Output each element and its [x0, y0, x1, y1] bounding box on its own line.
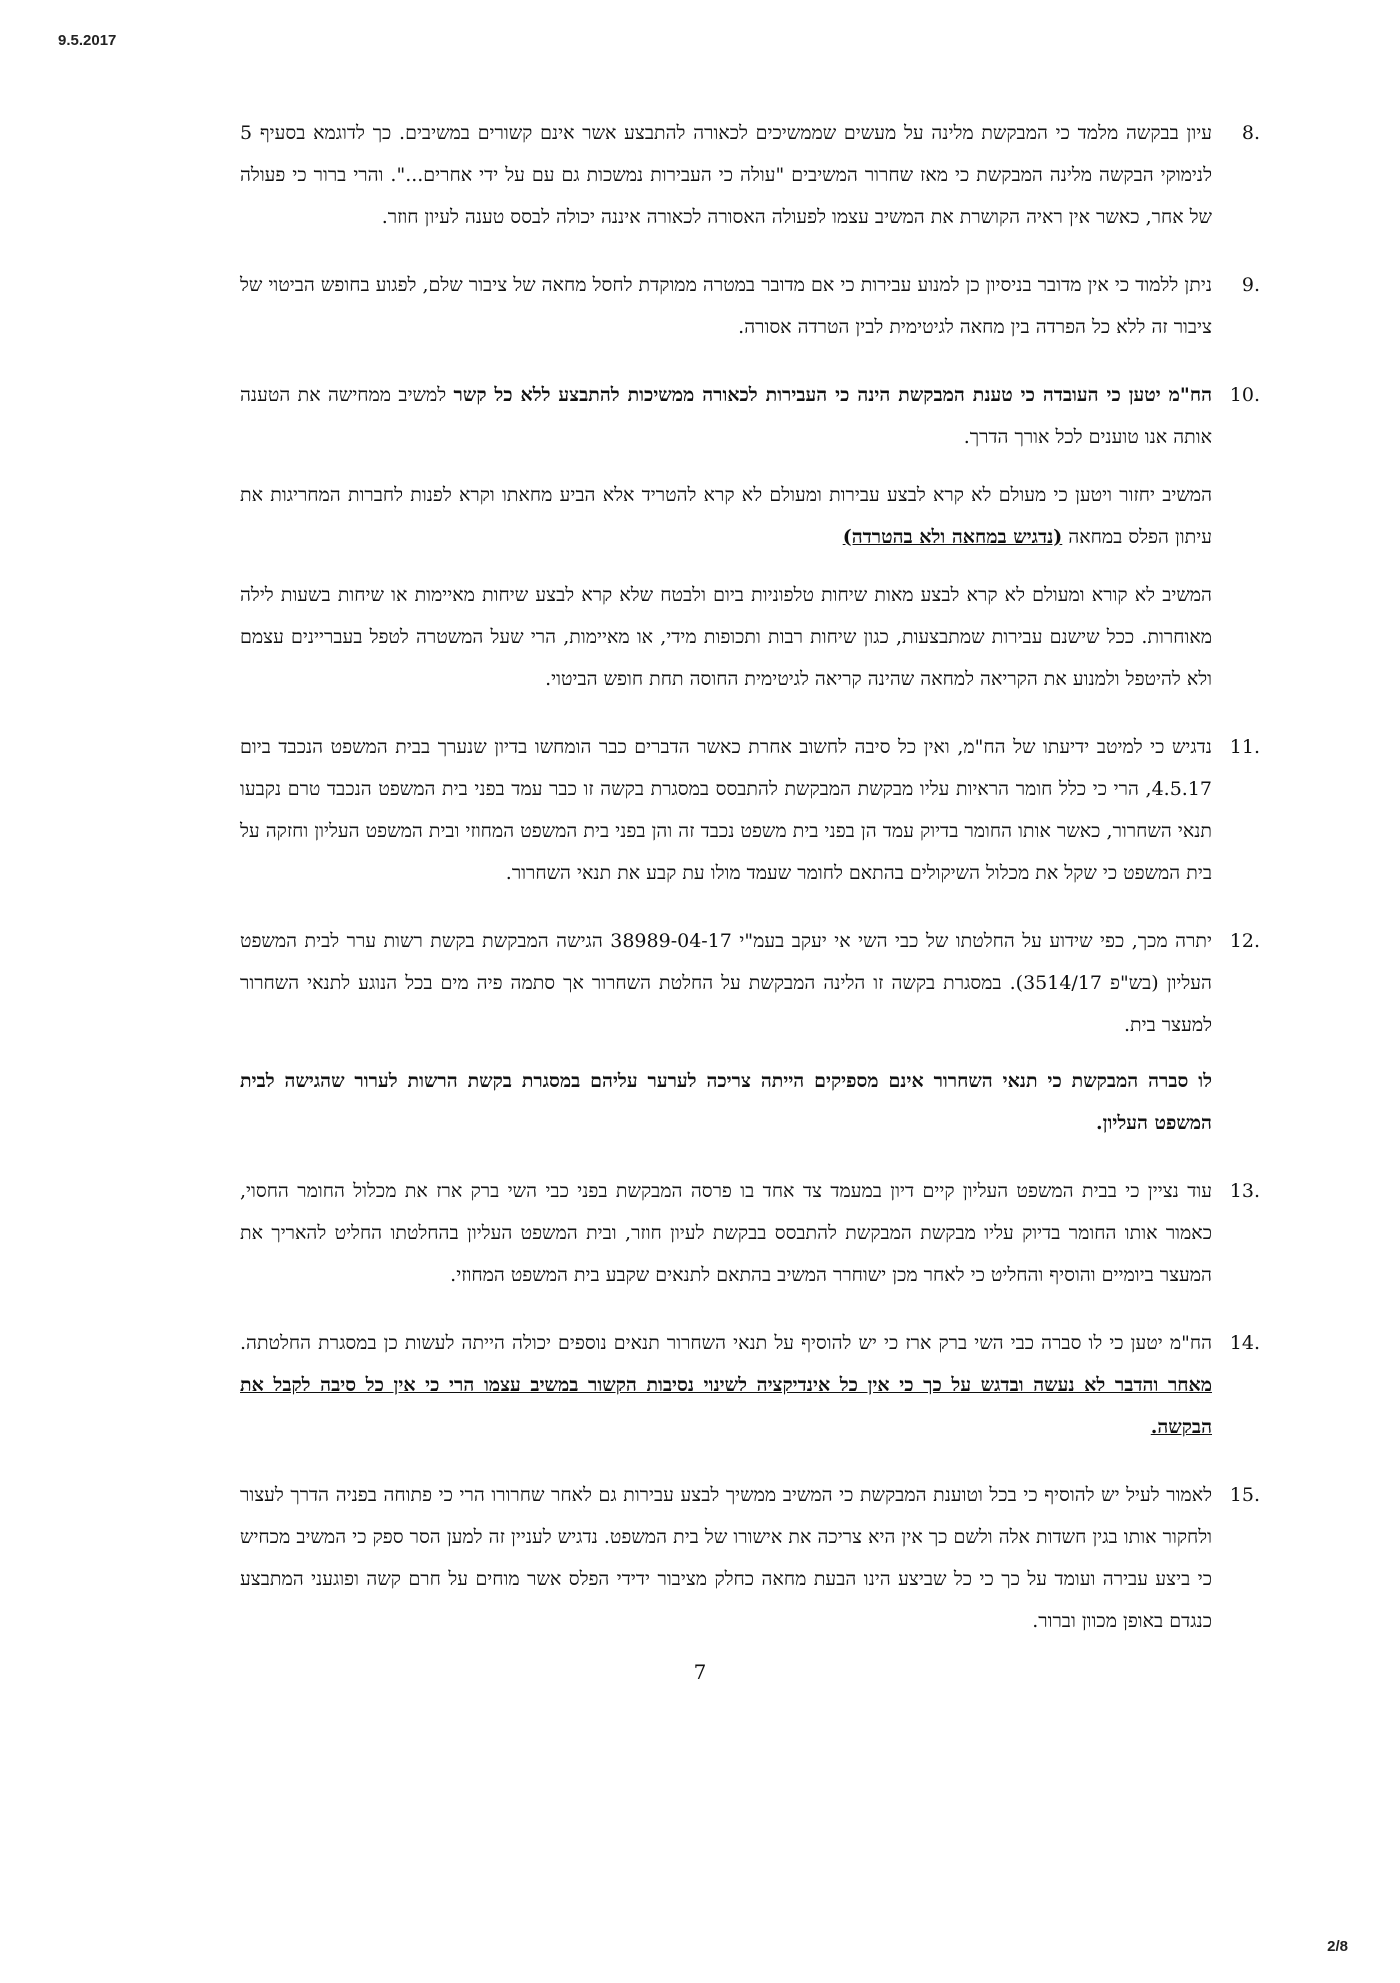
page-number: 7 [693, 1660, 707, 1684]
paragraph-text: לאמור לעיל יש להוסיף כי בכל וטוענת המבקשת כי המשיב ממשיך לבצע עבירות גם לאחר שחרורו הרי כי פתוחה בפניה הדרך לעצור ולחקור אותו בגין חשדות אלה ולשם כך אין היא צריכה את אישורו של בית המשפט. נדגיש לעניין זה למען הסר ספק כי המשיב מכחיש כי ביצע עבירה ועומד על כך כי כל שביצע הינו הבעת מחאה כחלק מציבור ידידי הפלס אשר מוחים על חרם קשה ופוגעני המתבצע כנגדם באופן מכוון וברור. [240, 1484, 1212, 1632]
paragraph-text: הח"מ יטען כי לו סברה כבי השי ברק ארז כי יש להוסיף על תנאי השחרור תנאים נוספים יכולה הייתה לעשות כן במסגרת החלטתה. [240, 1332, 1212, 1354]
paragraph-14 [240, 1322, 1260, 1448]
paragraph-text: עוד נציין כי בבית המשפט העליון קיים דיון במעמד צד אחד בו פרסה המבקשת בפני כבי השי ברק ארז את מכלול החומר החסוי, כאמור אותו החומר בדיוק עליו מבקשת המבקשת להתבסס בבקשת לעיון חוזר, ובית המשפט העליון בהחלטתו החליט להאריך את המעצר ביומיים והוסיף והחליט כי לאחר מכן ישוחרר המשיב בהתאם לתנאים שקבע בית המשפט המחוזי. [240, 1180, 1212, 1286]
paragraph-10 [240, 374, 1260, 458]
paragraph-number: 15. [1229, 1484, 1260, 1506]
paragraph-number: 12. [1229, 930, 1260, 952]
document-body [240, 112, 1260, 1668]
paragraph-number: 9. [1241, 274, 1260, 296]
paragraph-number: 8. [1241, 122, 1260, 144]
paragraph-text: המשיב לא קורא ומעולם לא קרא לבצע מאות שיחות טלפוניות ביום ולבטח שלא קרא לבצע שיחות מאיימות או שיחות בשעות לילה מאוחרות. ככל שישנם עבירות שמתבצעות, כגון שיחות רבות ותכופות מידי, או מאיימות, הרי שעל המשטרה לטפל בעבריינים עצמם ולא להיטפל ולמנוע את הקריאה למחאה שהינה קריאה לגיטימית החוסה תחת חופש הביטוי. [240, 584, 1212, 690]
paragraph-lead: הח"מ יטען כי העובדה כי טענת המבקשת הינה כי העבירות לכאורה ממשיכות להתבצע ללא כל קשר [453, 384, 1213, 406]
paragraph-emphasis: מאחר והדבר לא נעשה ובדגש על כך כי אין כל אינדיקציה לשינוי נסיבות הקשור במשיב עצמו הרי כי אין כל סיבה לקבל את הבקשה. [240, 1374, 1212, 1438]
paragraph-15 [240, 1474, 1260, 1642]
paragraph-12-emphasis [240, 1060, 1212, 1144]
paragraph-10-final [240, 574, 1212, 700]
paragraph-13 [240, 1170, 1260, 1296]
paragraph-number: 11. [1229, 736, 1260, 758]
page-counter: 2/8 [1327, 1938, 1348, 1955]
paragraph-text: נדגיש כי למיטב ידיעתו של הח"מ, ואין כל סיבה לחשוב אחרת כאשר הדברים כבר הומחשו בדיון שנערך בבית המשפט הנכבד ביום 4.5.17, הרי כי כלל חומר הראיות עליו מבקשת המבקשת להתבסס במסגרת בקשה זו כבר עמד בפני בית המשפט הנכבד טרם נקבעו תנאי השחרור, כאשר אותו החומר בדיוק עמד הן בפני בית משפט נכבד זה והן בפני בית המשפט המחוזי ובית המשפט העליון וחזקה על בית המשפט כי שקל את מכלול השיקולים בהתאם לחומר שעמד מולו עת קבע את תנאי השחרור. [240, 736, 1212, 884]
paragraph-text: יתרה מכך, כפי שידוע על החלטתו של כבי השי אי יעקב בעמ"י 38989-04-17 הגישה המבקשת בקשת רשות ערר לבית המשפט העליון (בש"פ 3514/17). במסגרת בקשה זו הלינה המבקשת על החלטת השחרור אך סתמה פיה מים בכל הנוגע לתנאי השחרור למעצר בית. [240, 930, 1212, 1036]
paragraph-text: ניתן ללמוד כי אין מדובר בניסיון כן למנוע עבירות כי אם מדובר במטרה ממוקדת לחסל מחאה של ציבור שלם, לפגוע בחופש הביטוי של ציבור זה ללא כל הפרדה בין מחאה לגיטימית לבין הטרדה אסורה. [240, 274, 1212, 338]
paragraph-10-continued [240, 474, 1212, 558]
paragraph-number: 10. [1229, 384, 1260, 406]
paragraph-8 [240, 112, 1260, 238]
paragraph-text: עיון בבקשה מלמד כי המבקשת מלינה על מעשים שממשיכים לכאורה להתבצע אשר אינם קשורים במשיבים. כך לדוגמא בסעיף 5 לנימוקי הבקשה מלינה המבקשת כי מאז שחרור המשיבים "עולה כי העבירות נמשכות גם עם על ידי אחרים...". והרי ברור כי פעולה של אחר, כאשר אין ראיה הקושרת את המשיב עצמו לפעולה האסורה לכאורה איננה יכולה לבסס טענה לעיון חוזר. [240, 122, 1212, 228]
paragraph-12 [240, 920, 1260, 1046]
print-date: 9.5.2017 [58, 32, 117, 49]
paragraph-number: 13. [1229, 1180, 1260, 1202]
paragraph-11 [240, 726, 1260, 894]
paragraph-text: לו סברה המבקשת כי תנאי השחרור אינם מספיקים הייתה צריכה לערער עליהם במסגרת בקשת הרשות לערור שהגישה לבית המשפט העליון. [240, 1070, 1212, 1134]
paragraph-number: 14. [1229, 1332, 1260, 1354]
paragraph-text: המשיב יחזור ויטען כי מעולם לא קרא לבצע עבירות ומעולם לא קרא להטריד אלא הביע מחאתו וקרא לפנות לחברות המחריגות את עיתון הפלס במחאה [240, 484, 1212, 548]
paragraph-9 [240, 264, 1260, 348]
paragraph-underlined: (נדגיש במחאה ולא בהטרדה) [842, 526, 1063, 548]
paragraph-text: למשיב ממחישה את הטענה אותה אנו טוענים לכל אורך הדרך. [240, 384, 1212, 448]
